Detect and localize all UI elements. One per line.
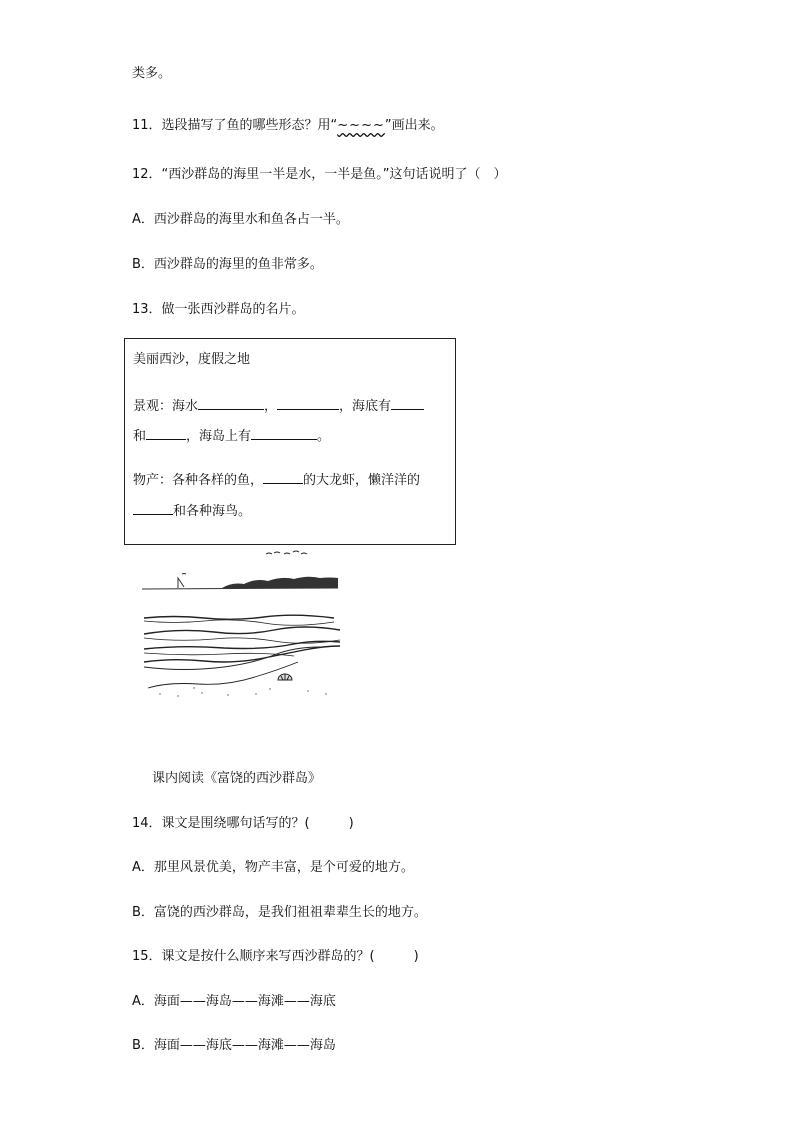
seabirds-label: 和各种海鸟。 bbox=[173, 504, 252, 519]
card-island-line bbox=[133, 426, 330, 446]
bird-icon bbox=[301, 553, 307, 554]
bird-icon bbox=[274, 552, 280, 553]
bird-icon bbox=[284, 553, 290, 554]
question-11-text-end: ”画出来。 bbox=[384, 118, 444, 133]
sailboat-icon bbox=[178, 574, 186, 589]
and-label: 和 bbox=[133, 429, 147, 444]
sea-waves bbox=[144, 615, 340, 688]
question-12-option-a[interactable]: A．西沙群岛的海里水和鱼各占一半。 bbox=[132, 212, 349, 227]
question-13-stem: 13．做一张西沙群岛的名片。 bbox=[132, 302, 305, 317]
sky-birds bbox=[266, 551, 307, 554]
blank-field[interactable] bbox=[391, 396, 424, 410]
sea-bottom-label: ，海底有 bbox=[339, 399, 392, 414]
blank-field[interactable] bbox=[198, 396, 264, 410]
question-14-option-a[interactable]: A．那里风景优美，物产丰富，是个可爱的地方。 bbox=[132, 860, 414, 875]
sand-dots bbox=[159, 687, 326, 696]
horizon-island bbox=[142, 577, 338, 589]
products-label: 物产：各种各样的鱼， bbox=[133, 473, 264, 488]
question-15-stem: 15．课文是按什么顺序来写西沙群岛的？( ) bbox=[132, 949, 419, 964]
shell-icon bbox=[278, 674, 292, 680]
seaside-beach-illustration bbox=[138, 548, 344, 700]
question-14-option-b[interactable]: B．富饶的西沙群岛，是我们祖祖辈辈生长的地方。 bbox=[132, 905, 427, 920]
card-title: 美丽西沙，度假之地 bbox=[133, 352, 251, 367]
card-scenery-line bbox=[133, 396, 424, 416]
blank-field[interactable] bbox=[277, 396, 339, 410]
question-11 bbox=[132, 117, 444, 135]
name-card-box bbox=[124, 338, 456, 545]
fragment-text: 类多。 bbox=[132, 66, 172, 81]
blank-field[interactable] bbox=[263, 470, 303, 484]
card-seabirds-line bbox=[133, 501, 251, 521]
scenery-label: 景观：海水 bbox=[133, 399, 199, 414]
blank-field[interactable] bbox=[146, 426, 186, 440]
blank-field[interactable] bbox=[251, 426, 317, 440]
lobster-label: 的大龙虾，懒洋洋的 bbox=[303, 473, 421, 488]
question-15-option-a[interactable]: A．海面——海岛——海滩——海底 bbox=[132, 994, 336, 1009]
question-15-option-b[interactable]: B．海面——海底——海滩——海岛 bbox=[132, 1038, 336, 1053]
question-14-stem: 14．课文是围绕哪句话写的？( ) bbox=[132, 816, 354, 831]
reading-section-title: 课内阅读《富饶的西沙群岛》 bbox=[152, 771, 322, 786]
wavy-underline-mark: ~~~~ bbox=[337, 118, 385, 133]
blank-field[interactable] bbox=[133, 501, 173, 515]
bird-icon bbox=[266, 553, 272, 554]
comma: ， bbox=[264, 399, 278, 414]
card-products-line bbox=[133, 470, 420, 490]
question-12-option-b[interactable]: B．西沙群岛的海里的鱼非常多。 bbox=[132, 257, 323, 272]
question-12-stem: 12．“西沙群岛的海里一半是水，一半是鱼。”这句话说明了（ ） bbox=[132, 167, 507, 182]
bird-icon bbox=[293, 551, 299, 552]
period: 。 bbox=[317, 429, 331, 444]
island-label: ，海岛上有 bbox=[186, 429, 252, 444]
question-11-text: 11．选段描写了鱼的哪些形态？用“ bbox=[132, 118, 338, 133]
